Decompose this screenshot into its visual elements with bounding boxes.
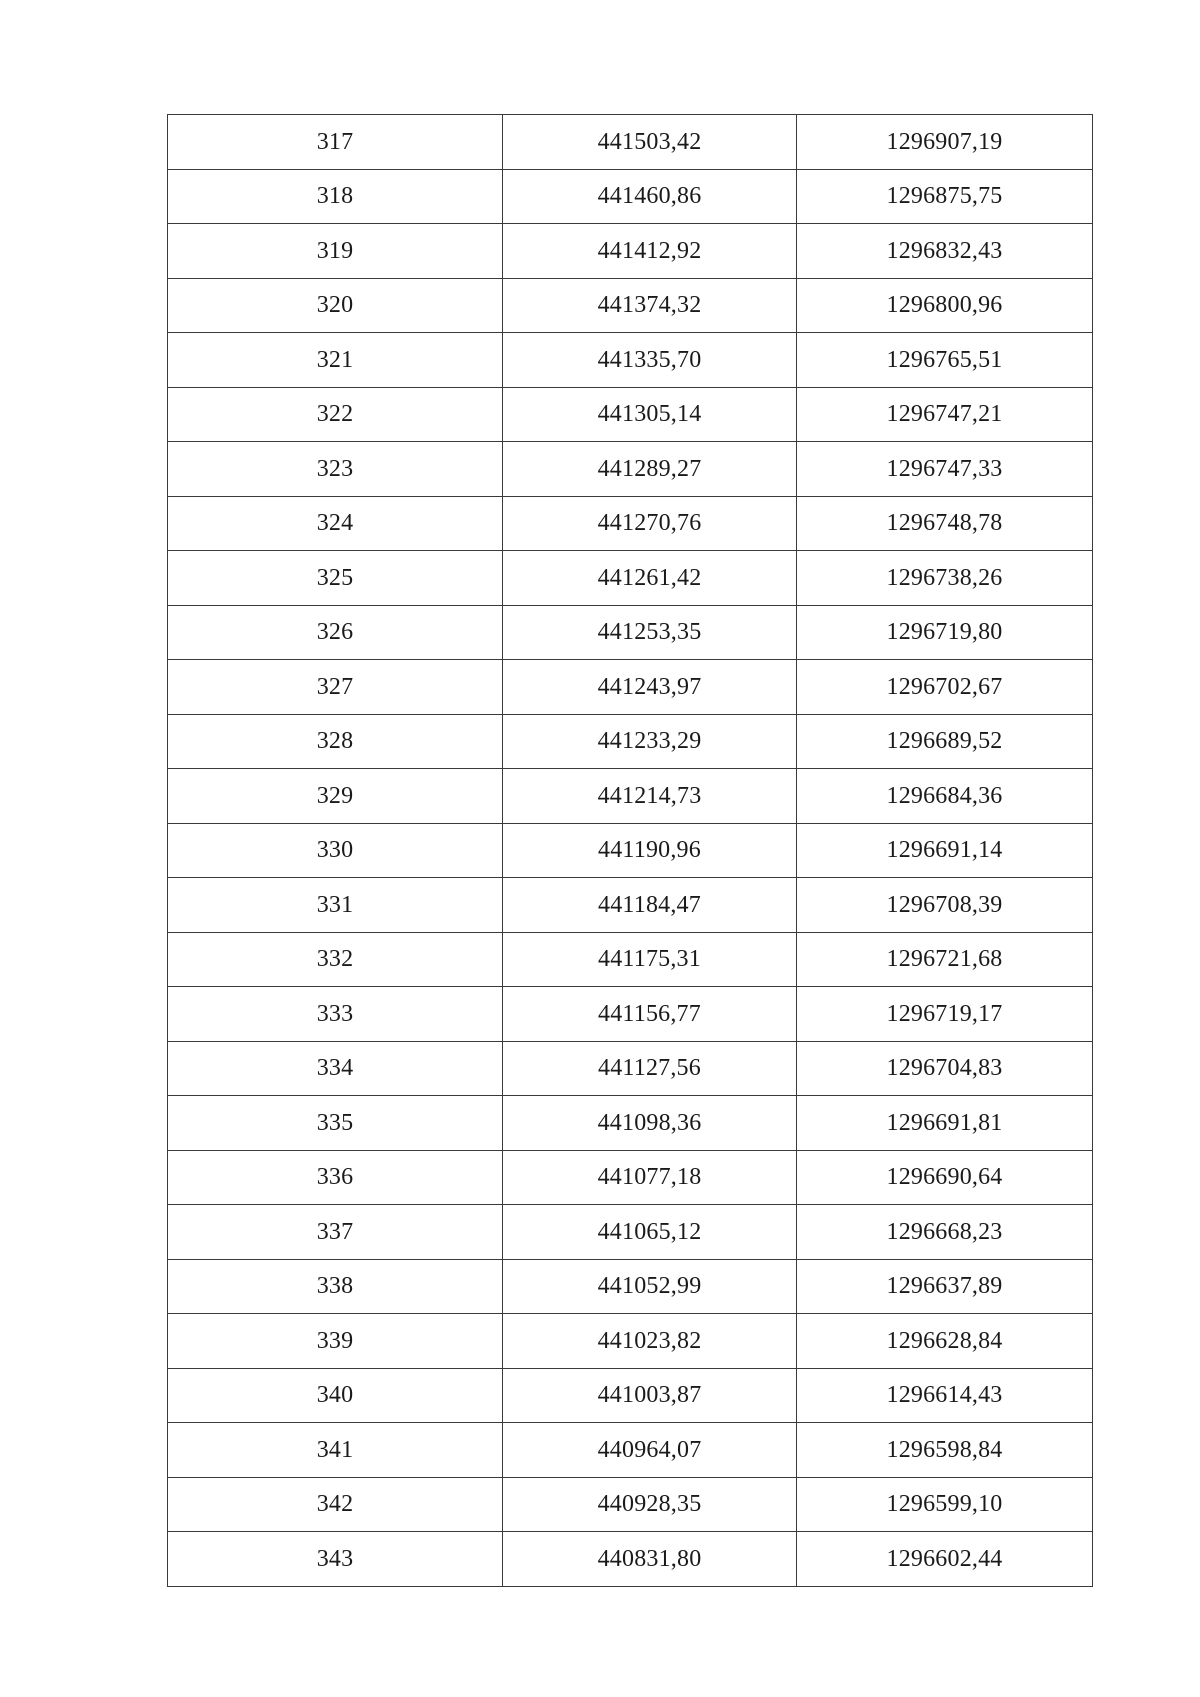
x-coordinate-cell: 441305,14 bbox=[503, 387, 797, 442]
point-number-cell: 333 bbox=[168, 987, 503, 1042]
point-number-cell: 318 bbox=[168, 169, 503, 224]
table-row bbox=[168, 769, 1093, 824]
table-row bbox=[168, 1041, 1093, 1096]
point-number-cell: 334 bbox=[168, 1041, 503, 1096]
table-row bbox=[168, 1259, 1093, 1314]
y-coordinate-cell: 1296800,96 bbox=[797, 278, 1093, 333]
point-number-cell: 321 bbox=[168, 333, 503, 388]
y-coordinate-cell: 1296765,51 bbox=[797, 333, 1093, 388]
point-number-cell: 340 bbox=[168, 1368, 503, 1423]
point-number-cell: 322 bbox=[168, 387, 503, 442]
table-row bbox=[168, 551, 1093, 606]
y-coordinate-cell: 1296628,84 bbox=[797, 1314, 1093, 1369]
y-coordinate-cell: 1296702,67 bbox=[797, 660, 1093, 715]
y-coordinate-cell: 1296875,75 bbox=[797, 169, 1093, 224]
y-coordinate-cell: 1296747,21 bbox=[797, 387, 1093, 442]
x-coordinate-cell: 440831,80 bbox=[503, 1532, 797, 1587]
y-coordinate-cell: 1296719,80 bbox=[797, 605, 1093, 660]
y-coordinate-cell: 1296691,14 bbox=[797, 823, 1093, 878]
table-row bbox=[168, 333, 1093, 388]
x-coordinate-cell: 441374,32 bbox=[503, 278, 797, 333]
y-coordinate-cell: 1296748,78 bbox=[797, 496, 1093, 551]
x-coordinate-cell: 441261,42 bbox=[503, 551, 797, 606]
point-number-cell: 335 bbox=[168, 1096, 503, 1151]
table-row bbox=[168, 278, 1093, 333]
x-coordinate-cell: 441253,35 bbox=[503, 605, 797, 660]
x-coordinate-cell: 441460,86 bbox=[503, 169, 797, 224]
x-coordinate-cell: 441289,27 bbox=[503, 442, 797, 497]
y-coordinate-cell: 1296690,64 bbox=[797, 1150, 1093, 1205]
x-coordinate-cell: 441023,82 bbox=[503, 1314, 797, 1369]
y-coordinate-cell: 1296637,89 bbox=[797, 1259, 1093, 1314]
x-coordinate-cell: 441270,76 bbox=[503, 496, 797, 551]
point-number-cell: 338 bbox=[168, 1259, 503, 1314]
point-number-cell: 328 bbox=[168, 714, 503, 769]
x-coordinate-cell: 441190,96 bbox=[503, 823, 797, 878]
table-row bbox=[168, 1532, 1093, 1587]
table-row bbox=[168, 714, 1093, 769]
x-coordinate-cell: 441335,70 bbox=[503, 333, 797, 388]
x-coordinate-cell: 441127,56 bbox=[503, 1041, 797, 1096]
table-row bbox=[168, 1423, 1093, 1478]
x-coordinate-cell: 441077,18 bbox=[503, 1150, 797, 1205]
x-coordinate-cell: 441003,87 bbox=[503, 1368, 797, 1423]
x-coordinate-cell: 441156,77 bbox=[503, 987, 797, 1042]
point-number-cell: 341 bbox=[168, 1423, 503, 1478]
y-coordinate-cell: 1296602,44 bbox=[797, 1532, 1093, 1587]
point-number-cell: 325 bbox=[168, 551, 503, 606]
coordinates-table-body bbox=[168, 115, 1093, 1587]
point-number-cell: 330 bbox=[168, 823, 503, 878]
x-coordinate-cell: 441503,42 bbox=[503, 115, 797, 170]
y-coordinate-cell: 1296907,19 bbox=[797, 115, 1093, 170]
point-number-cell: 319 bbox=[168, 224, 503, 279]
table-row bbox=[168, 823, 1093, 878]
point-number-cell: 339 bbox=[168, 1314, 503, 1369]
point-number-cell: 343 bbox=[168, 1532, 503, 1587]
table-row bbox=[168, 1205, 1093, 1260]
table-row bbox=[168, 1368, 1093, 1423]
y-coordinate-cell: 1296708,39 bbox=[797, 878, 1093, 933]
x-coordinate-cell: 441098,36 bbox=[503, 1096, 797, 1151]
table-row bbox=[168, 878, 1093, 933]
y-coordinate-cell: 1296719,17 bbox=[797, 987, 1093, 1042]
point-number-cell: 323 bbox=[168, 442, 503, 497]
table-row bbox=[168, 605, 1093, 660]
point-number-cell: 327 bbox=[168, 660, 503, 715]
x-coordinate-cell: 441233,29 bbox=[503, 714, 797, 769]
y-coordinate-cell: 1296832,43 bbox=[797, 224, 1093, 279]
y-coordinate-cell: 1296704,83 bbox=[797, 1041, 1093, 1096]
x-coordinate-cell: 440928,35 bbox=[503, 1477, 797, 1532]
x-coordinate-cell: 441184,47 bbox=[503, 878, 797, 933]
table-row bbox=[168, 115, 1093, 170]
table-row bbox=[168, 1477, 1093, 1532]
y-coordinate-cell: 1296599,10 bbox=[797, 1477, 1093, 1532]
y-coordinate-cell: 1296684,36 bbox=[797, 769, 1093, 824]
point-number-cell: 324 bbox=[168, 496, 503, 551]
point-number-cell: 337 bbox=[168, 1205, 503, 1260]
table-row bbox=[168, 1314, 1093, 1369]
coordinates-table bbox=[167, 114, 1093, 1587]
y-coordinate-cell: 1296689,52 bbox=[797, 714, 1093, 769]
table-row bbox=[168, 932, 1093, 987]
point-number-cell: 320 bbox=[168, 278, 503, 333]
y-coordinate-cell: 1296747,33 bbox=[797, 442, 1093, 497]
x-coordinate-cell: 441065,12 bbox=[503, 1205, 797, 1260]
y-coordinate-cell: 1296614,43 bbox=[797, 1368, 1093, 1423]
table-row bbox=[168, 169, 1093, 224]
y-coordinate-cell: 1296598,84 bbox=[797, 1423, 1093, 1478]
table-row bbox=[168, 442, 1093, 497]
x-coordinate-cell: 441214,73 bbox=[503, 769, 797, 824]
x-coordinate-cell: 441243,97 bbox=[503, 660, 797, 715]
table-row bbox=[168, 987, 1093, 1042]
point-number-cell: 326 bbox=[168, 605, 503, 660]
x-coordinate-cell: 440964,07 bbox=[503, 1423, 797, 1478]
point-number-cell: 317 bbox=[168, 115, 503, 170]
table-row bbox=[168, 660, 1093, 715]
table-row bbox=[168, 224, 1093, 279]
y-coordinate-cell: 1296721,68 bbox=[797, 932, 1093, 987]
y-coordinate-cell: 1296668,23 bbox=[797, 1205, 1093, 1260]
point-number-cell: 336 bbox=[168, 1150, 503, 1205]
y-coordinate-cell: 1296691,81 bbox=[797, 1096, 1093, 1151]
point-number-cell: 331 bbox=[168, 878, 503, 933]
x-coordinate-cell: 441052,99 bbox=[503, 1259, 797, 1314]
point-number-cell: 332 bbox=[168, 932, 503, 987]
x-coordinate-cell: 441412,92 bbox=[503, 224, 797, 279]
point-number-cell: 342 bbox=[168, 1477, 503, 1532]
table-row bbox=[168, 1096, 1093, 1151]
table-row bbox=[168, 387, 1093, 442]
x-coordinate-cell: 441175,31 bbox=[503, 932, 797, 987]
point-number-cell: 329 bbox=[168, 769, 503, 824]
y-coordinate-cell: 1296738,26 bbox=[797, 551, 1093, 606]
table-row bbox=[168, 496, 1093, 551]
table-row bbox=[168, 1150, 1093, 1205]
